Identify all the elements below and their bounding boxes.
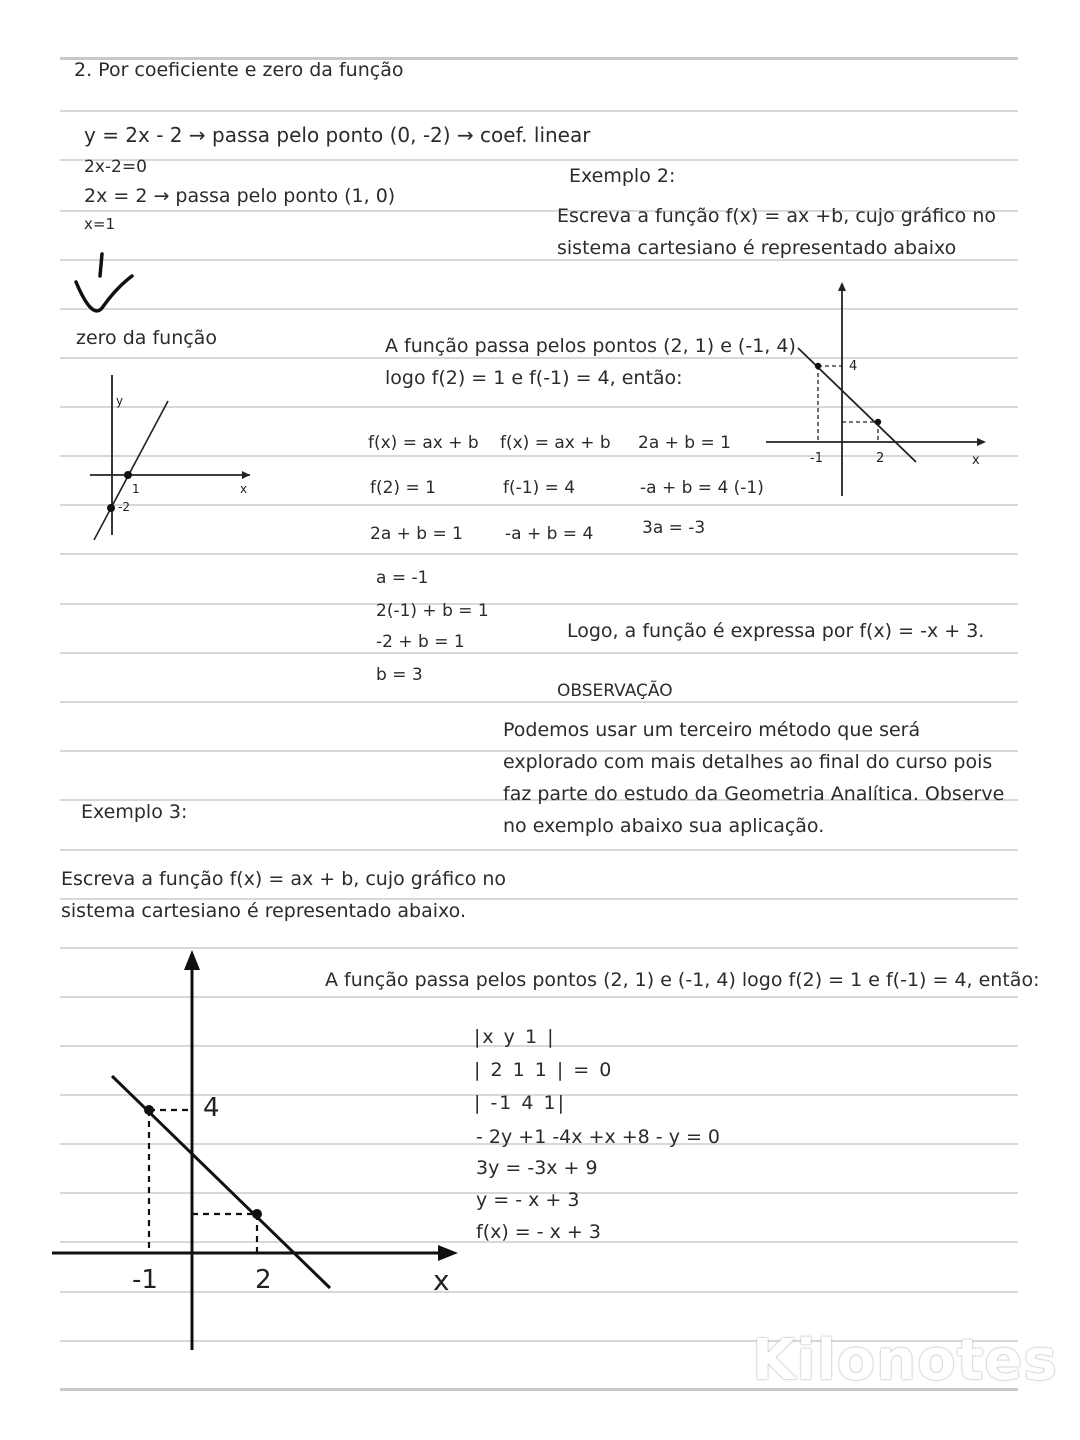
- graph3-tick-2: 2: [255, 1265, 272, 1295]
- ex2-col1-row1: f(x) = ax + b: [368, 433, 479, 453]
- observation-title: OBSERVAÇÃO: [557, 681, 673, 701]
- graph1-x-label: x: [240, 482, 248, 496]
- ex2-col3-row1: 2a + b = 1: [638, 433, 731, 453]
- example2-title: Exemplo 2:: [569, 165, 676, 187]
- example2-prompt-2: sistema cartesiano é representado abaixo: [557, 237, 957, 259]
- observation-line-1: Podemos usar um terceiro método que será: [503, 719, 921, 741]
- observation-line-4: no exemplo abaixo sua aplicação.: [503, 815, 825, 837]
- ex3-work-4: - 2y +1 -4x +x +8 - y = 0: [476, 1126, 721, 1148]
- zero-function-label: zero da função: [76, 327, 217, 349]
- ex3-work-3: | -1 4 1|: [474, 1092, 567, 1114]
- example3-prompt-1: Escreva a função f(x) = ax + b, cujo gráfico no: [61, 868, 507, 890]
- graph1-tick-1: 1: [132, 482, 140, 496]
- watermark-logo: Kilonotes: [752, 1328, 1058, 1393]
- ex3-work-2: | 2 1 1 | = 0: [474, 1059, 614, 1081]
- graph3-tick-minus-1: -1: [132, 1265, 158, 1295]
- ex2-col1-row3: 2a + b = 1: [370, 524, 463, 544]
- method-line-1: y = 2x - 2 → passa pelo ponto (0, -2) → coef. linear: [84, 123, 591, 147]
- graph1-y-label: y: [116, 394, 124, 408]
- method-line-3: 2x = 2 → passa pelo ponto (1, 0): [84, 185, 396, 207]
- ex2-solve-4: b = 3: [376, 665, 423, 685]
- ex3-work-1: |x y 1 |: [474, 1026, 556, 1048]
- graph2-tick-minus-1: -1: [810, 451, 823, 466]
- graph-example-2: [760, 280, 995, 500]
- graph1-tick-minus-2: -2: [118, 500, 130, 514]
- ex2-solve-3: -2 + b = 1: [376, 632, 465, 652]
- ex3-work-6: y = - x + 3: [476, 1189, 580, 1211]
- ex2-col3-row3: 3a = -3: [642, 518, 706, 538]
- check-arrow-icon: [72, 250, 142, 315]
- example2-conclusion: Logo, a função é expressa por f(x) = -x + 3.: [567, 620, 985, 642]
- graph-example-3: [48, 948, 463, 1353]
- ex3-work-5: 3y = -3x + 9: [476, 1157, 598, 1179]
- ex3-work-7: f(x) = - x + 3: [476, 1221, 601, 1243]
- method-line-2: 2x-2=0: [84, 157, 147, 177]
- ex2-solve-1: a = -1: [376, 568, 429, 588]
- ex2-solve-2: 2(-1) + b = 1: [376, 601, 489, 621]
- graph3-tick-4: 4: [203, 1093, 220, 1123]
- section-title: 2. Por coeficiente e zero da função: [74, 59, 404, 81]
- graph2-tick-4: 4: [849, 359, 858, 374]
- observation-line-2: explorado com mais detalhes ao final do curso pois: [503, 751, 993, 773]
- graph-zero-function: [80, 365, 270, 545]
- method-line-4: x=1: [84, 215, 115, 233]
- graph2-tick-2: 2: [876, 451, 885, 466]
- example3-title: Exemplo 3:: [81, 801, 188, 823]
- example2-points-2: logo f(2) = 1 e f(-1) = 4, então:: [385, 367, 683, 389]
- example3-points: A função passa pelos pontos (2, 1) e (-1, 4) logo f(2) = 1 e f(-1) = 4, então:: [325, 969, 1040, 991]
- graph2-x-label: x: [972, 453, 980, 468]
- ex2-col2-row3: -a + b = 4: [505, 524, 594, 544]
- graph3-x-label: x: [433, 1264, 450, 1297]
- ex2-col1-row2: f(2) = 1: [370, 478, 436, 498]
- observation-line-3: faz parte do estudo da Geometria Analítica. Observe: [503, 783, 1005, 805]
- ex2-col2-row2: f(-1) = 4: [503, 478, 576, 498]
- example3-prompt-2: sistema cartesiano é representado abaixo.: [61, 900, 466, 922]
- example2-points-1: A função passa pelos pontos (2, 1) e (-1, 4): [385, 335, 796, 357]
- ex2-col2-row1: f(x) = ax + b: [500, 433, 611, 453]
- example2-prompt-1: Escreva a função f(x) = ax +b, cujo gráfico no: [557, 205, 997, 227]
- ex2-col3-row2: -a + b = 4 (-1): [640, 478, 764, 498]
